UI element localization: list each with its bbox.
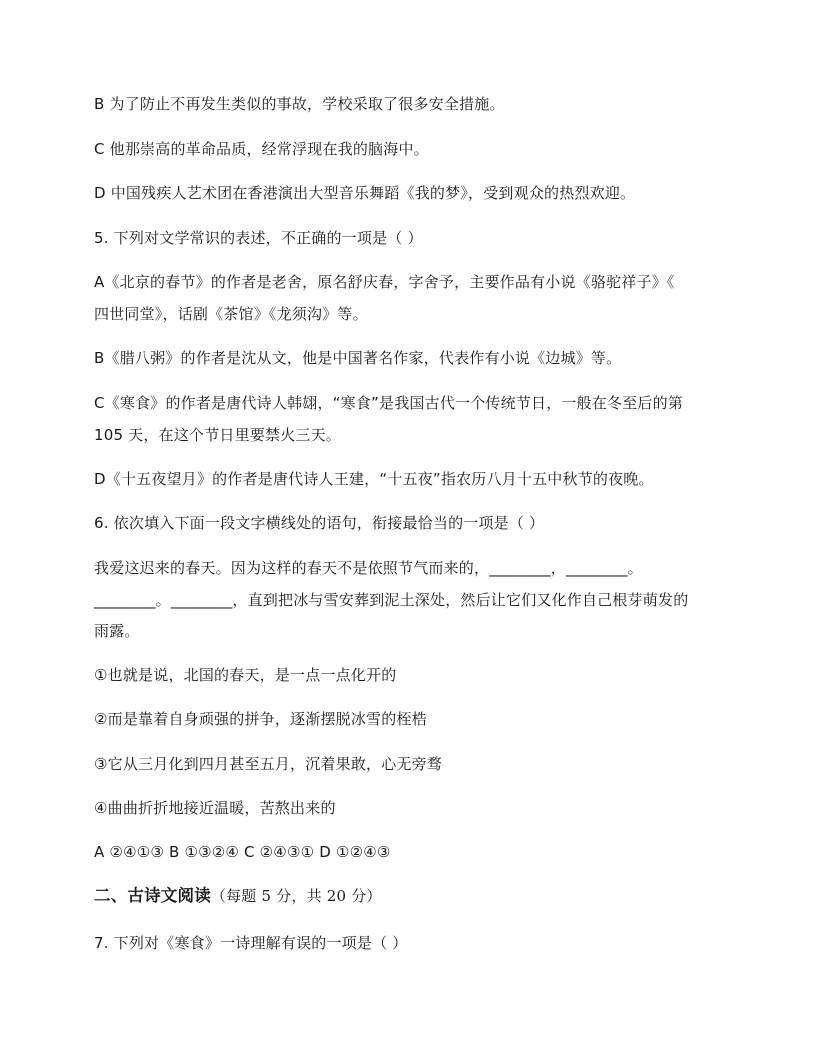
section-2-heading — [94, 886, 382, 906]
q5-option-c-line2: 105 天，在这个节日里要禁火三天。 — [94, 426, 341, 444]
q6-passage-line1: 我爱这迟来的春天。因为这样的春天不是依照节气而来的，________，________。 — [94, 559, 643, 577]
q5-stem: 5. 下列对文学常识的表述，不正确的一项是（ ） — [94, 229, 423, 247]
q5-option-c-line1: C《寒食》的作者是唐代诗人韩翃，“寒食”是我国古代一个传统节日，一般在冬至后的第 — [94, 394, 684, 412]
q6-stem: 6. 依次填入下面一段文字横线处的语句，衔接最恰当的一项是（ ） — [94, 514, 545, 532]
q4-option-d: D 中国残疾人艺术团在香港演出大型音乐舞蹈《我的梦》，受到观众的热烈欢迎。 — [94, 184, 636, 202]
q5-option-d: D《十五夜望月》的作者是唐代诗人王建，“十五夜”指农历八月十五中秋节的夜晚。 — [94, 470, 654, 488]
q6-sentence-2: ②而是靠着自身顽强的拼争，逐渐摆脱冰雪的桎梏 — [94, 710, 427, 728]
q6-passage-line3: 雨露。 — [94, 622, 140, 640]
q6-sentence-4: ④曲曲折折地接近温暖，苦熬出来的 — [94, 799, 336, 817]
q5-option-a-line1: A《北京的春节》的作者是老舍，原名舒庆春，字舍予，主要作品有小说《骆驼祥子》《 — [94, 273, 675, 291]
q4-option-b: B 为了防止不再发生类似的事故，学校采取了很多安全措施。 — [94, 95, 505, 113]
q7-stem: 7. 下列对《寒食》一诗理解有误的一项是（ ） — [94, 934, 408, 952]
section-2-title: 二、古诗文阅读 — [94, 886, 211, 905]
q6-options: A ②④①③ B ①③②④ C ②④③① D ①②④③ — [94, 843, 391, 861]
q4-option-c: C 他那崇高的革命品质，经常浮现在我的脑海中。 — [94, 140, 429, 158]
q6-sentence-1: ①也就是说，北国的春天，是一点一点化开的 — [94, 666, 397, 684]
q5-option-a-line2: 四世同堂》，话剧《茶馆》《龙须沟》等。 — [94, 305, 368, 323]
section-2-score-note: （每题 5 分，共 20 分） — [210, 887, 382, 905]
q6-passage-line2: ________。________，直到把冰与雪安葬到泥土深处，然后让它们又化作自己根芽萌发的 — [94, 591, 689, 609]
q5-option-b: B《腊八粥》的作者是沈从文，他是中国著名作家，代表作有小说《边城》等。 — [94, 349, 622, 367]
q6-sentence-3: ③它从三月化到四月甚至五月，沉着果敢，心无旁骛 — [94, 755, 443, 773]
